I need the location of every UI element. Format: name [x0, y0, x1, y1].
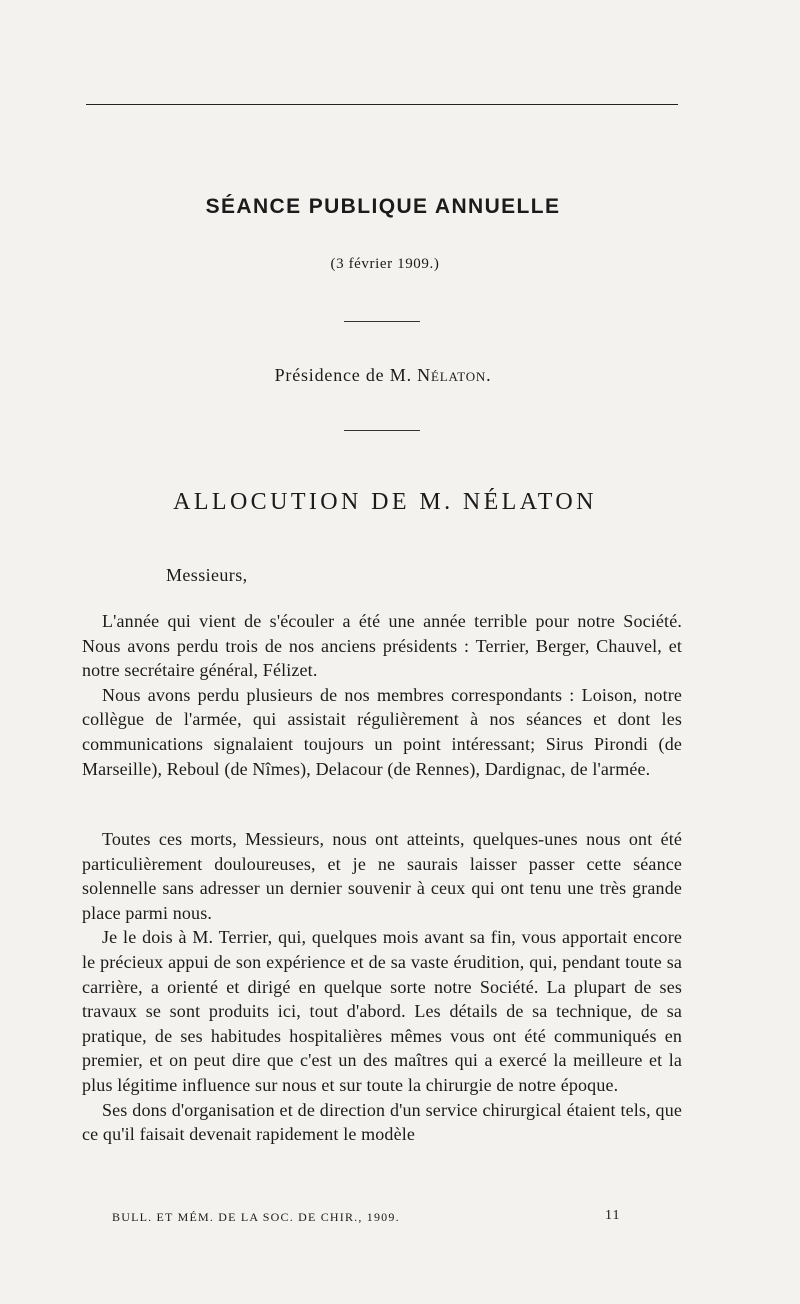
section-title: SÉANCE PUBLIQUE ANNUELLE — [205, 195, 561, 218]
session-date: (3 février 1909.) — [330, 256, 440, 272]
president-name: Nélaton. — [417, 365, 492, 385]
top-rule — [86, 104, 678, 105]
body-paragraph: Ses dons d'organisation et de direction d'un service chirurgical étaient tels, que ce qu'il faisait devenait rapidement le modèle — [82, 1099, 682, 1145]
body-text-block-1 — [82, 609, 682, 781]
presidency-prefix: Présidence de M. — [274, 365, 418, 385]
body-paragraph: Nous avons perdu plusieurs de nos membres correspondants : Loison, notre collègue de l'armée, qui assistait régulièrement à nos séances et dont les communications signalaient toujours un point intéressant; Sirus Pirondi (de Marseille), Reboul (de Nîmes), Delacour (de Rennes), Dardignac, de l'armée. — [82, 684, 682, 779]
body-paragraph: L'année qui vient de s'écouler a été une année terrible pour notre Société. Nous avons perdu trois de nos anciens présidents : Terrier, Berger, Chauvel, et notre secrétaire général, Félizet. — [82, 611, 682, 681]
separator-rule — [344, 430, 420, 431]
body-paragraph: Je le dois à M. Terrier, qui, quelques mois avant sa fin, vous apportait encore le précieux appui de son expérience et de sa vaste érudition, qui, pendant toute sa carrière, a orienté et dirigé en quelque sorte notre Société. La plupart de ses travaux se sont produits ici, tout d'abord. Les détails de sa technique, de sa pratique, de ses habitudes hospitalières mêmes vous ont été communiqués en premier, et on peut dire que c'est un des maîtres qui a exercé la meilleure et la plus légitime influence sur nous et sur toute la chirurgie de notre époque. — [82, 927, 682, 1095]
body-paragraph: Toutes ces morts, Messieurs, nous ont atteints, quelques-unes nous ont été particulièrement douloureuses, et je ne saurais laisser passer cette séance solennelle sans adresser un dernier souvenir à ceux qui ont tenu une très grande place parmi nous. — [82, 829, 682, 923]
body-text-block-2 — [82, 827, 682, 1147]
separator-rule — [344, 321, 420, 322]
salutation: Messieurs, — [166, 565, 248, 585]
running-footer: BULL. ET MÉM. DE LA SOC. DE CHIR., 1909. — [112, 1210, 400, 1224]
allocution-title: ALLOCUTION DE M. NÉLATON — [173, 489, 597, 515]
presidency-line — [0, 365, 766, 386]
page-number: 11 — [605, 1208, 621, 1223]
